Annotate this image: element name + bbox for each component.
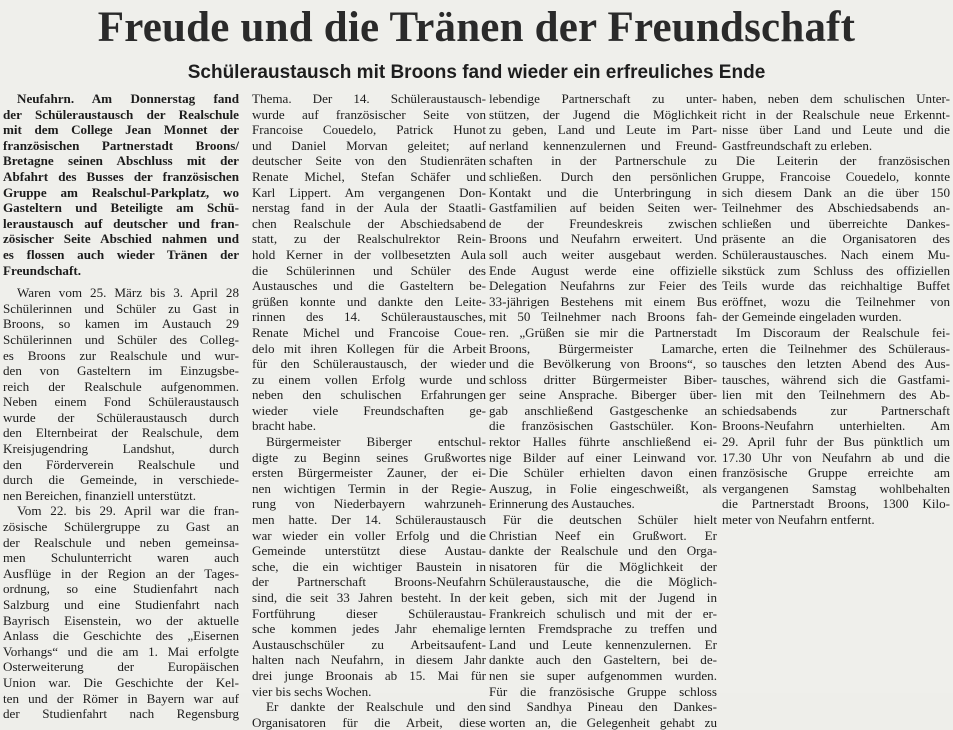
article-text-line: der Gemeinde eingeladen wurden.	[722, 309, 902, 325]
article-text-line: der Partnerschaft Broons-Neufahrn	[252, 574, 486, 590]
article-text-line: Gastfamilien auf beiden Seiten wer-	[489, 200, 717, 216]
article-text-line: soll auch weiter ausgebaut werden.	[489, 246, 717, 262]
article-text-line: rinnen des 14. Schüleraustausches,	[252, 309, 486, 325]
article-text-line: der Schüleraustausch der Realschule	[3, 106, 239, 122]
article-text-line: zösische Schülergruppe zu Gast an	[3, 519, 239, 535]
article-text-line: Broons und Neufahrn erweitert. Und	[489, 231, 717, 247]
article-text-line: die Partnerstadt Broons, 1300 Kilo-	[722, 496, 950, 512]
article-text-line: Gemeinde unterstützt diese Austau-	[252, 543, 486, 559]
article-text-line: Schülerinnen und Schüler zu Gast in	[3, 300, 239, 316]
article-text-line: Delegation Neufahrns zur Feier des	[489, 278, 717, 294]
article-text-line: und die Bevölkerung von Broons“, so	[489, 356, 717, 372]
article-text-line: Christian Neef ein Grußwort. Er	[489, 527, 717, 543]
article-headline: Freude und die Tränen der Freundschaft	[97, 4, 856, 51]
article-text-line: der Realschule und neben gemeinsa-	[3, 534, 239, 550]
paragraph-gap	[3, 278, 239, 285]
article-text-line: eröffnet, wozu die Teilnehmer von	[722, 293, 950, 309]
article-text-line: dankte auch den Gasteltern, bei de-	[489, 652, 717, 668]
article-text-line: der Studienfahrt nach Regensburg	[3, 706, 239, 722]
article-text-line: den Elternbeirat der Realschule, dem	[3, 425, 239, 441]
article-text-line: schließen. Durch den persönlichen	[489, 168, 717, 184]
article-text-line: lien mit den Teilnehmern des Ab-	[722, 387, 950, 403]
article-text-line: 33-jährigen Bestehens mit einem Bus	[489, 293, 717, 309]
article-text-line: Vorhangs“ und die am 1. Mai erfolgte	[3, 643, 239, 659]
article-text-line: Waren vom 25. März bis 3. April 28	[17, 285, 239, 301]
article-text-line: Organisatoren für die Arbeit, diese	[252, 714, 486, 730]
article-text-line: delo mit ihren Kollegen für die Arbeit	[252, 340, 486, 356]
article-text-line: Auszug, in Folie eingeschweißt, als	[489, 480, 717, 496]
article-text-line: Gruppe am Realschul-Parkplatz, wo	[3, 184, 239, 200]
article-column-2	[252, 91, 486, 730]
article-text-line: nige Bilder auf einer Leinwand vor.	[489, 449, 717, 465]
article-subheadline: Schüleraustausch mit Broons fand wieder ein erfreuliches Ende	[187, 62, 766, 83]
article-text-line: Broons-Neufahrn unterhielten. Am	[722, 418, 950, 434]
article-text-line: Teils wurde das reichhaltige Buffet	[722, 278, 950, 294]
article-text-line: grüßen konnte und dankte den Leite-	[252, 293, 486, 309]
article-text-line: Erinnerung des Austauches.	[489, 496, 635, 512]
article-text-line: Neben einem Fond Schüleraustausch	[3, 394, 239, 410]
article-text-line: wurde der Schüleraustausch durch	[3, 409, 239, 425]
article-text-line: Broons, Bürgermeister Lamarche,	[489, 340, 717, 356]
article-text-line: Die Leiterin der französischen	[736, 153, 950, 169]
article-text-line: statt, zu der Realschulrektor Rein-	[252, 231, 486, 247]
article-text-line: nen Bereichen, finanziell unterstützt.	[3, 487, 197, 503]
article-text-line: Schüleraustausche, die die Möglich-	[489, 574, 717, 590]
article-text-line: Bretagne seinen Abschluss mit der	[3, 153, 239, 169]
article-text-line: men Schulunterricht waren auch	[3, 550, 239, 566]
article-text-line: Neufahrn. Am Donnerstag fand	[17, 91, 239, 106]
article-text-line: keit geben, sich mit der Jugend in	[489, 590, 717, 605]
article-text-line: schaften in der Partnerschule zu	[489, 153, 717, 169]
article-text-line: sikstück zum Schluss des offiziellen	[722, 262, 950, 278]
article-text-line: Renate Michel, Stefan Schäfer und	[252, 168, 486, 184]
article-text-line: schloss dritter Bürgermeister Biber-	[489, 371, 717, 387]
article-text-line: nerstag fand in der Aula der Staatli-	[252, 200, 486, 216]
article-text-line: sche kommen jedes Jahr ehemalige	[252, 621, 486, 637]
article-text-line: Abfahrt des Busses der französischen	[3, 168, 239, 184]
article-text-line: tausches, während sich die Gastfami-	[722, 371, 950, 387]
article-text-line: Gruppe, Francoise Couedelo, konnte	[722, 168, 950, 184]
article-text-line: Er dankte der Realschule und den	[266, 699, 486, 715]
article-text-line: worten an, die Gelegenheit gehabt zu	[489, 714, 717, 730]
article-text-line: stützen, der Jugend die Möglichkeit	[489, 106, 717, 122]
article-text-line: die Schülerinnen und Schüler des	[252, 262, 486, 278]
article-text-line: chen Realschule der Abschiedsabend	[252, 215, 486, 231]
article-text-line: erten die Teilnehmer des Schüleraus-	[722, 340, 950, 356]
article-text-line: Schülerinnen und Schüler des Colleg-	[3, 331, 239, 347]
article-column-4	[722, 91, 950, 693]
article-text-line: ten und der Römer in Bayern war auf	[3, 690, 239, 706]
article-text-line: sche, die ein wichtiger Baustein in	[252, 558, 486, 574]
article-text-line: gab anschließend Gastgeschenke an	[489, 402, 717, 418]
article-text-line: mit dem College Jean Monnet der	[3, 122, 239, 138]
article-text-line: Osterweiterung der Europäischen	[3, 659, 239, 675]
article-column-1	[3, 91, 239, 722]
article-text-line: vergangenen Samstag wohlbehalten	[722, 480, 950, 496]
article-text-line: war wieder ein voller Erfolg und die	[252, 527, 486, 543]
article-text-line: Bürgermeister Biberger entschul-	[266, 434, 486, 450]
article-text-line: Ende August werde eine offizielle	[489, 262, 717, 278]
article-text-line: ersten Bürgermeister Zauner, der ei-	[252, 465, 486, 481]
article-text-line: rung von Niederbayern wahrzuneh-	[252, 496, 486, 512]
article-text-line: Fortführung dieser Schüleraustau-	[252, 605, 486, 621]
article-text-line: Im Discoraum der Realschule fei-	[736, 324, 950, 340]
article-text-line: Karl Lippert. Am vergangenen Don-	[252, 184, 486, 200]
article-text-line: wieder viele Freundschaften ge-	[252, 402, 486, 418]
article-text-line: sind Sandhya Pineau den Dankes-	[489, 699, 717, 715]
article-text-line: Für die deutschen Schüler hielt	[503, 512, 717, 528]
article-text-line: und Daniel Morvan geleitet; auf	[252, 137, 486, 153]
article-text-line: Thema. Der 14. Schüleraustausch-	[252, 91, 486, 106]
article-text-line: Gasteltern und Beteiligte am Schü-	[3, 200, 239, 216]
article-text-line: bracht habe.	[252, 418, 316, 434]
article-text-line: es Broons zur Realschule und wur-	[3, 347, 239, 363]
article-text-line: reich der Realschule aufgenommen.	[3, 378, 239, 394]
article-text-line: Land und Leute kennenzulernen. Er	[489, 636, 717, 652]
article-text-line: Broons, so kamen im Austauch 29	[3, 316, 239, 332]
article-text-line: 17.30 Uhr von Neufahrn ab und die	[722, 449, 950, 465]
article-text-line: Freundschaft.	[3, 262, 81, 278]
article-text-line: Austausches und die Gasteltern be-	[252, 278, 486, 294]
article-text-line: Gastfreundschaft zu erleben.	[722, 137, 873, 153]
article-text-line: Renate Michel und Francoise Coue-	[252, 324, 486, 340]
article-text-line: leraustausch auf deutscher und fran-	[3, 215, 239, 231]
article-text-line: de der Freundeskreis zwischen	[489, 215, 717, 231]
article-text-line: wurde auf französischer Seite von	[252, 106, 486, 122]
article-text-line: den Förderverein Realschule und	[3, 456, 239, 472]
article-text-line: ren. „Grüßen sie mir die Partnerstadt	[489, 324, 717, 340]
article-text-line: men hatte. Der 14. Schüleraustausch	[252, 512, 486, 528]
article-text-line: halten nach Neufahrn, in diesem Jahr	[252, 652, 486, 668]
article-text-line: sich diesem Dank an die über 150	[722, 184, 950, 200]
article-text-line: nen sie super aufgenommen wurden.	[489, 667, 717, 683]
article-text-line: schiedsabends zur Partnerschaft	[722, 402, 950, 418]
article-text-line: meter von Neufahrn entfernt.	[722, 512, 875, 528]
article-text-line: dankte der Realschule und den Orga-	[489, 543, 717, 559]
article-text-line: vier bis sechs Wochen.	[252, 683, 372, 699]
article-text-line: Schüleraustausches. Nach einem Mu-	[722, 246, 950, 262]
article-text-line: digte zu Beginn seines Grußwortes	[252, 449, 486, 465]
article-text-line: Frankreich schulisch und mit der er-	[489, 605, 717, 621]
article-text-line: Union war. Die Geschichte der Kel-	[3, 674, 239, 690]
article-text-line: Die Schüler erhielten davon einen	[489, 465, 717, 481]
article-text-line: tausches den letzten Abend des Aus-	[722, 356, 950, 372]
article-text-line: zu einem vollen Erfolg wurde und	[252, 371, 486, 387]
article-text-line: nerland kennenzulernen und Freund-	[489, 137, 717, 153]
article-text-line: Bayrisch Eisenstein, wo der aktuelle	[3, 612, 239, 628]
article-text-line: französischen Partnerstadt Broons/	[3, 137, 239, 153]
article-text-line: französische Gruppe erreichte am	[722, 465, 950, 481]
article-text-line: deutscher Seite von den Studienräten	[252, 153, 486, 169]
article-text-line: richt in der Realschule neue Erkennt-	[722, 106, 950, 122]
article-text-line: sind, die seit 33 Jahren besteht. In der	[252, 590, 486, 605]
article-text-line: Teilnehmer des Abschiedsabends an-	[722, 200, 950, 216]
article-text-line: zu geben, Land und Leute im Part-	[489, 122, 717, 138]
article-text-line: 29. April fuhr der Bus pünktlich um	[722, 434, 950, 450]
article-text-line: Austauschschüler zu Arbeitsaufent-	[252, 636, 486, 652]
article-text-line: mit 50 Teilnehmer nach Broons fah-	[489, 309, 717, 325]
article-column-3	[489, 91, 717, 730]
article-text-line: präsente an die Organisatoren des	[722, 231, 950, 247]
article-text-line: es flossen auch wieder Tränen der	[3, 246, 239, 262]
article-text-line: neben den schulischen Erfahrungen	[252, 387, 486, 403]
article-text-line: Ausflüge in der Region an der Tages-	[3, 565, 239, 581]
article-text-line: nen wichtigen Termin in der Regie-	[252, 480, 486, 496]
article-text-line: schließen und überreichte Dankes-	[722, 215, 950, 231]
article-text-line: hold Kerner in der vollbesetzten Aula	[252, 246, 486, 262]
article-text-line: nisatoren für die Möglichkeit der	[489, 558, 717, 574]
article-text-line: Anlass die Geschichte des „Eisernen	[3, 628, 239, 644]
article-text-line: haben, neben dem schulischen Unter-	[722, 91, 950, 106]
article-text-line: Kontakt und die Unterbringung in	[489, 184, 717, 200]
article-text-line: ordnung, so eine Studienfahrt nach	[3, 581, 239, 597]
article-text-line: Francoise Couedelo, Patrick Hunot	[252, 122, 486, 138]
article-text-line: lebendige Partnerschaft zu unter-	[489, 91, 717, 106]
article-text-line: für den Schüleraustausch, der wieder	[252, 356, 486, 372]
article-text-line: zösischer Seite Abschied nahmen und	[3, 231, 239, 247]
article-text-line: Vom 22. bis 29. April war die fran-	[17, 503, 239, 519]
article-text-line: rektor Halles führte anschließend ei-	[489, 434, 717, 450]
article-text-line: die französischen Gastschüler. Kon-	[489, 418, 717, 434]
article-text-line: drei junge Broonais ab 15. Mai für	[252, 667, 486, 683]
article-text-line: Für die französische Gruppe schloss	[489, 683, 717, 699]
article-text-line: durch die Gemeinde, in verschiede-	[3, 472, 239, 488]
article-text-line: lernten Fremdsprache zu treffen und	[489, 621, 717, 637]
article-text-line: Salzburg und eine Studienfahrt nach	[3, 597, 239, 612]
article-text-line: nisse über Land und Leute und die	[722, 122, 950, 138]
article-text-line: den von Gasteltern im Einzugsbe-	[3, 363, 239, 379]
article-text-line: Kreisjugendring Landshut, durch	[3, 441, 239, 457]
article-text-line: ger seine Ansprache. Biberger über-	[489, 387, 717, 403]
